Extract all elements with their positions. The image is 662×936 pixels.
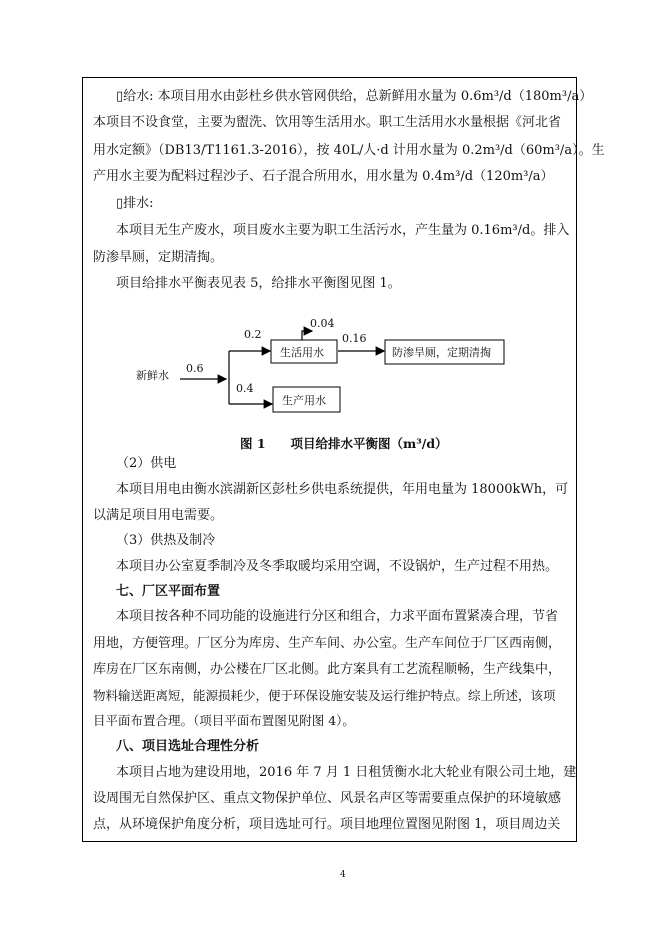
- balance-reference: 项目给排水平衡表见表 5，给排水平衡图见图 1。: [116, 276, 401, 291]
- section8-heading: 八、项目选址合理性分析: [116, 739, 260, 754]
- section8-line-2: 设周围无自然保护区、重点文物保护单位、风景名声区等需要重点保护的环境敏感: [93, 791, 562, 806]
- discharge-flow-label: 0.16: [342, 332, 367, 345]
- source-flow-label: 0.6: [186, 362, 204, 375]
- drainage-title: ▯排水:: [116, 196, 154, 211]
- domestic-flow-label: 0.2: [244, 328, 262, 341]
- power-line-1: 本项目用电由衡水滨湖新区彭杜乡供电系统提供，年用电量为 18000kWh，可: [116, 482, 569, 497]
- section7-line-3: 库房在厂区东南侧，办公楼在厂区北侧。此方案具有工艺流程顺畅，生产线集中，: [93, 662, 562, 677]
- water-supply-line-3: 用水定额》（DB13/T1161.3-2016），按 40L/人·d 计用水量为 0.2m³/d（60m³/a）。生: [93, 143, 605, 158]
- production-flow-label: 0.4: [236, 382, 254, 395]
- source-label: 新鲜水: [136, 369, 169, 382]
- loss-flow-label: 0.04: [310, 317, 335, 330]
- section7-heading: 七、厂区平面布置: [116, 584, 221, 599]
- section7-line-4: 物料输送距离短，能源损耗少，便于环保设施安装及运行维护特点。综上所述，该项: [93, 688, 556, 703]
- water-supply-line-4: 产用水主要为配料过程沙子、石子混合所用水，用水量为 0.4m³/d（120m³/a）: [93, 169, 554, 184]
- water-supply-line-1: ▯给水: 本项目用水由彭杜乡供水管网供给，总新鲜用水量为 0.6m³/d（180m³/a）: [116, 89, 593, 104]
- water-supply-line-2: 本项目不设食堂，主要为盥洗、饮用等生活用水。职工生活用水水量根据《河北省: [93, 115, 562, 130]
- drainage-line-1: 本项目无生产废水，项目废水主要为职工生活污水，产生量为 0.16m³/d。排入: [116, 223, 570, 238]
- power-line-2: 以满足项目用电需要。: [93, 508, 224, 523]
- domestic-box-label: 生活用水: [280, 346, 324, 359]
- section8-line-1: 本项目占地为建设用地，2016 年 7 月 1 日租赁衡水北大轮业有限公司土地，建: [116, 765, 577, 780]
- toilet-box-label: 防渗旱厕，定期清掏: [392, 346, 491, 359]
- production-box-label: 生产用水: [282, 394, 326, 407]
- bullet-icon: ▯: [116, 89, 124, 104]
- section7-line-2: 用地，方便管理。厂区分为库房、生产车间、办公室。生产车间位于厂区西南侧，: [93, 636, 562, 651]
- power-title: （2）供电: [116, 456, 177, 471]
- section7-line-1: 本项目按各种不同功能的设施进行分区和组合，力求平面布置紧凑合理，节省: [116, 609, 559, 624]
- heating-line: 本项目办公室夏季制冷及冬季取暖均采用空调，不设锅炉，生产过程不用热。: [116, 559, 559, 574]
- page-number: 4: [340, 870, 346, 880]
- figure-caption: 图 1 项目给排水平衡图（m³/d）: [240, 436, 448, 451]
- bullet-icon: ▯: [116, 196, 124, 211]
- heating-title: （3）供热及制冷: [116, 533, 216, 548]
- section7-line-5: 目平面布置合理。（项目平面布置图见附图 4）。: [93, 713, 355, 728]
- drainage-line-2: 防渗旱厕，定期清掏。: [93, 250, 224, 265]
- section8-line-3: 点，从环境保护角度分析，项目选址可行。项目地理位置图见附图 1，项目周边关: [93, 817, 561, 832]
